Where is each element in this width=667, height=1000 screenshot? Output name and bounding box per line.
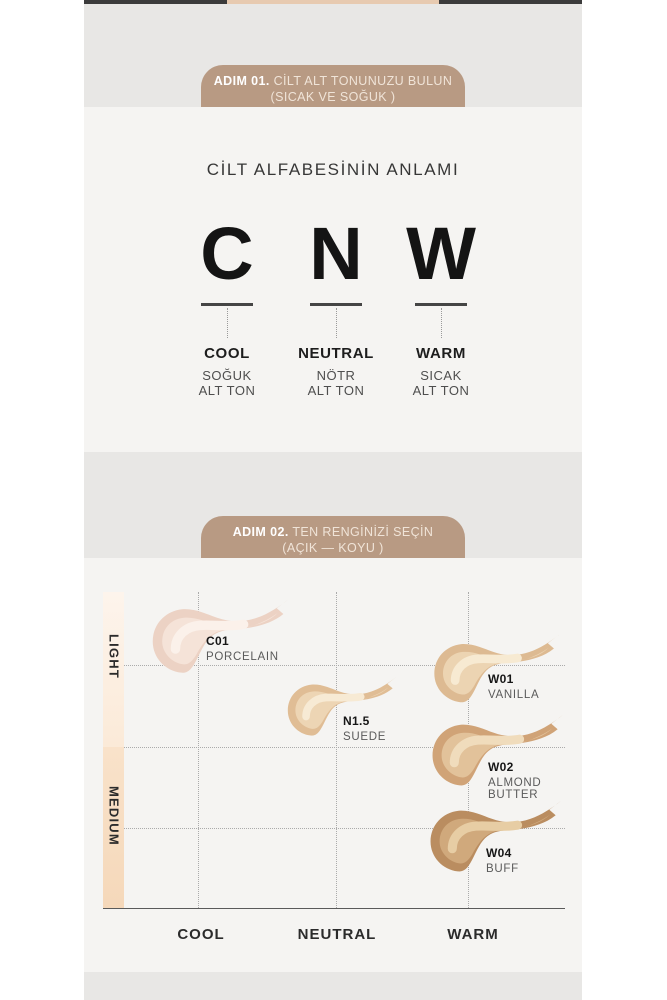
shade-name: ALMOND BUTTER <box>488 777 542 801</box>
shade-code: C01 <box>206 634 229 648</box>
undertone-sublabel-cool: SOĞUK ALT TON <box>198 368 256 398</box>
depth-label-light: LIGHT <box>106 634 122 679</box>
shade-code: W02 <box>488 760 514 774</box>
step-1-badge <box>201 65 465 107</box>
letter-underline <box>310 303 362 306</box>
shade-label-c01 <box>206 634 279 663</box>
letter-n: N <box>309 212 363 295</box>
shade-label-w02 <box>488 760 582 801</box>
shade-name: VANILLA <box>488 689 540 701</box>
undertone-sublabel-neutral: NÖTR ALT TON <box>307 368 365 398</box>
dotted-connector <box>336 308 337 338</box>
step-2-badge <box>201 516 465 558</box>
dotted-connector <box>227 308 228 338</box>
step-2-title: TEN RENGİNİZİ SEÇİN <box>288 525 434 539</box>
content-column <box>84 0 582 1000</box>
shade-name: SUEDE <box>343 731 387 743</box>
dotted-connector <box>441 308 442 338</box>
letter-w: W <box>406 212 476 295</box>
grid-baseline <box>103 908 565 909</box>
letter-column-warm <box>376 212 506 398</box>
grid-vline-neutral <box>336 592 337 908</box>
letter-underline <box>201 303 253 306</box>
step-1-badge-line1 <box>201 73 465 89</box>
depth-label-medium: MEDIUM <box>106 786 122 846</box>
step-2-number: ADIM 02. <box>232 525 289 539</box>
step-1-number: ADIM 01. <box>213 74 270 88</box>
undertone-axis-label-warm: WARM <box>447 926 499 943</box>
shade-label-w01 <box>488 672 539 701</box>
shade-label-n1-5 <box>343 714 386 743</box>
undertone-axis-label-neutral: NEUTRAL <box>297 926 377 943</box>
letter-underline <box>415 303 467 306</box>
step-1-subtitle: (SICAK VE SOĞUK ) <box>270 90 396 104</box>
shade-code: W04 <box>486 846 512 860</box>
shade-code: W01 <box>488 672 514 686</box>
undertone-sublabel-warm: SICAK ALT TON <box>412 368 470 398</box>
step-2-badge-line1 <box>201 524 465 540</box>
step-2-subtitle: (AÇIK — KOYU ) <box>282 541 384 555</box>
undertone-axis-label-cool: COOL <box>177 926 225 943</box>
letter-c: C <box>200 212 254 295</box>
shade-label-w04 <box>486 846 519 875</box>
undertone-label-warm: WARM <box>416 345 466 362</box>
undertone-label-cool: COOL <box>204 345 250 362</box>
shade-code: N1.5 <box>343 714 370 728</box>
undertone-label-neutral: NEUTRAL <box>298 345 374 362</box>
shade-name: PORCELAIN <box>206 651 279 663</box>
step-1-title: CİLT ALT TONUNUZU BULUN <box>269 74 453 88</box>
skin-alphabet-heading: CİLT ALFABESİNİN ANLAMI <box>206 160 460 179</box>
shade-name: BUFF <box>486 863 519 875</box>
shade-grid <box>84 558 582 972</box>
section-gap-band-3 <box>84 972 582 1000</box>
